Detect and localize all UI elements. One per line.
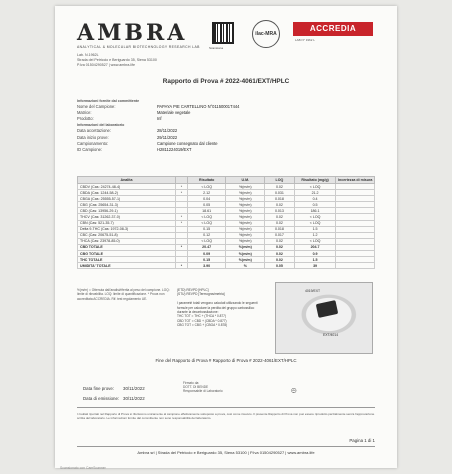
date-issue-label: Data di emissione: [83, 396, 120, 401]
table-cell: < LOQ [187, 214, 226, 220]
table-cell: 0.15 [187, 257, 226, 263]
table-cell: 0.5 [294, 202, 336, 208]
table-cell: 186.1 [294, 208, 336, 214]
lab-address: Strada del Petriccio e Beriguardo 35, Siena 53100 [77, 58, 157, 62]
end-of-report: Fine del Rapporto di Prova # Rapporto di Prova # 2022-4061/EXT/HPLC [155, 358, 297, 363]
table-cell: CBD TOTALE [78, 244, 176, 250]
info-value: 29/11/2022 [157, 134, 178, 140]
table-cell: 1.2 [294, 232, 336, 238]
table-cell: 0.013 [265, 208, 295, 214]
info-label: Campionamento: [77, 140, 109, 146]
info-label: Matrice: [77, 110, 92, 116]
table-row [78, 263, 375, 269]
table-cell: 0.02 [265, 202, 295, 208]
info-label: Data inizio prove: [77, 134, 109, 140]
client-info-heading: Informazioni fornite dal committente [77, 99, 140, 103]
table-cell: 18.61 [187, 208, 226, 214]
table-cell: 0.12 [187, 232, 226, 238]
table-cell: * [176, 214, 188, 220]
table-cell: 0.05 [187, 202, 226, 208]
qr-label: Scansiona [209, 46, 224, 50]
footer-divider [77, 407, 375, 408]
scanner-watermark: Scansionato con CamScanner [60, 466, 106, 470]
table-cell: 0.4 [294, 196, 336, 202]
date-issue-value: 30/11/2022 [123, 396, 145, 401]
table-cell: < LOQ [187, 238, 226, 244]
logo-subtitle: ANALYTICAL & MOLECULAR BIOTECHNOLOGY RESEARCH LAB [77, 45, 200, 49]
info-label: Prodotto: [77, 116, 94, 122]
table-cell: CBD (Cas: 13956-29-1) [78, 208, 176, 214]
info-label: Data accettazione: [77, 128, 111, 134]
signature-block: Firmato da: DOTT. DI BENDE Responsabile di Laboratorio [183, 381, 223, 394]
lab-info-heading: Informazioni del laboratorio [77, 123, 125, 128]
method-notes: (ETD) REVPD [HPLC] (STU) REVPD [Termogravimetria] I parametri totali vengono calcolati utilizzando le seguenti formule per calcolare la perdita del gruppo carbossilico durante la decarbossilazione: THC TOT = THC + (THCA * 0.877) CBD TOT = CBD + (CBDA * 0.877) CBG TOT = CBG + (CBGA * 0.878) [177, 288, 258, 328]
table-cell: CBDV (Cas: 24274-48-4) [78, 184, 176, 190]
table-cell: CBC (Cas: 20675-51-8) [78, 232, 176, 238]
table-cell: %(m/m) [226, 184, 265, 190]
table-cell: %(m/m) [226, 257, 265, 263]
table-cell: * [176, 220, 188, 226]
report-page [55, 6, 397, 468]
table-cell: %(m/m) [226, 220, 265, 226]
accredia-lab-number: LAB N° 1962 L [295, 38, 315, 42]
table-cell: 0.9 [294, 251, 336, 257]
table-cell: CBG TOTALE [78, 251, 176, 257]
table-cell: 1.5 [294, 257, 336, 263]
table-cell: CBGA (Cas: 25555-57-1) [78, 196, 176, 202]
table-cell: 0.15 [187, 226, 226, 232]
table-cell: 3.90 [187, 263, 226, 269]
qr-code-icon [212, 22, 234, 44]
units-notes: %(m/m) = Ottenuta dall'analisi/riferita al peso del campione. LOQ: limite di rilevabilita. LOQ: limite di quantificazione. * Prova non accreditata ACCREDIA. Rif. test regolamento UE. [77, 288, 170, 301]
table-cell: < LOQ [294, 184, 336, 190]
info-value: Inf [157, 116, 162, 122]
table-cell: %(m/m) [226, 232, 265, 238]
column-header: Analita [78, 177, 176, 184]
table-cell: CBDA (Cas: 1244-58-2) [78, 190, 176, 196]
column-header: Risultato [187, 177, 226, 184]
table-cell: %(m/m) [226, 226, 265, 232]
results-table [77, 176, 375, 269]
column-header: LOQ [265, 177, 295, 184]
table-cell: < LOQ [294, 220, 336, 226]
report-dates [83, 384, 145, 404]
table-cell: 0.018 [265, 226, 295, 232]
report-title: Rapporto di Prova # 2022-4061/EXT/HPLC [162, 78, 290, 85]
table-cell: 0.02 [265, 214, 295, 220]
table-cell: %(m/m) [226, 196, 265, 202]
info-label: ID Campione: [77, 146, 103, 152]
lab-vat: P.Iva 01504290527 | www.ambra.life [77, 63, 136, 67]
bottom-divider [77, 446, 375, 447]
date-end-value: 30/11/2022 [123, 386, 145, 391]
table-cell: CBN (Cas: 521-35-7) [78, 220, 176, 226]
column-header [176, 177, 188, 184]
table-cell: %(m/m) [226, 238, 265, 244]
table-cell: 20.47 [187, 244, 226, 250]
sample-photo [275, 282, 373, 354]
ilac-mra-logo: ilac-MRA [252, 20, 280, 48]
table-cell: 204.7 [294, 244, 336, 250]
info-label: Nome del Campione: [77, 104, 116, 110]
table-cell: 0.02 [265, 220, 295, 226]
table-cell: %(m/m) [226, 244, 265, 250]
table-cell: 0.02 [265, 244, 295, 250]
accredia-logo: ACCREDIA [293, 22, 373, 36]
table-cell: %(m/m) [226, 190, 265, 196]
table-cell: < LOQ [187, 184, 226, 190]
info-value: H2811224019/EXT [157, 146, 192, 152]
table-cell: < LOQ [294, 238, 336, 244]
table-cell: 0.018 [265, 196, 295, 202]
table-cell: 1.5 [294, 226, 336, 232]
table-cell: 2.12 [187, 190, 226, 196]
table-cell [336, 263, 375, 269]
footer-disclaimer: I risultati riportati nel Rapporto di Prova si riferiscono unicamente al campione effettivamente sottoposto a prova, così come ricevuto. Il presente Rapporto di Prova non può essere riprodotto parzialmente senza l'approvazione scritta del laboratorio. Le informazioni fornite dal committente non sono responsabilità del laboratorio. [77, 412, 375, 420]
client-info [77, 98, 239, 153]
table-cell: % [226, 263, 265, 269]
table-cell: 21.2 [294, 190, 336, 196]
table-cell: 0.017 [265, 232, 295, 238]
table-cell: 0.02 [265, 257, 295, 263]
table-cell: 0.05 [265, 263, 295, 269]
table-cell: THCV (Cas: 31262-37-0) [78, 214, 176, 220]
table-cell: THCA (Cas: 23978-85-0) [78, 238, 176, 244]
column-header: Risultato (mg/g) [294, 177, 336, 184]
table-cell: Delta 9-THC (Cas: 1972-08-3) [78, 226, 176, 232]
table-cell: < LOQ [187, 220, 226, 226]
table-cell: UMIDITA' TOTALE [78, 263, 176, 269]
info-value: Campione consegnato dal cliente [157, 140, 218, 146]
lab-number: Lab. N.1962L [77, 53, 99, 57]
table-cell: * [176, 184, 188, 190]
table-cell: %(m/m) [226, 202, 265, 208]
column-header: U.M. [226, 177, 265, 184]
photo-label-top: 4019/EXT [305, 289, 321, 293]
table-cell: * [176, 263, 188, 269]
table-cell: 0.09 [187, 251, 226, 257]
signature-stamp-icon: ⨸ [291, 388, 297, 395]
table-cell: * [176, 190, 188, 196]
info-value: PAPAYA PIE CARTELLINO N°01150001T444 [157, 104, 240, 110]
column-header: Incertezza di misura [336, 177, 375, 184]
company-footer: Ambra srl | Strada del Petriccio e Beriguardo 35, Siena 53100 | P.Iva 01504290527 | www.ambra.life [137, 450, 315, 455]
table-cell: 39 [294, 263, 336, 269]
page-number: Pagina 1 di 1 [349, 438, 375, 443]
info-row [77, 147, 239, 153]
table-cell: < LOQ [294, 214, 336, 220]
photo-label-bottom: EXT/4014 [323, 333, 339, 337]
table-cell: 0.02 [265, 184, 295, 190]
table-cell: %(m/m) [226, 208, 265, 214]
table-cell: 0.04 [187, 196, 226, 202]
table-cell: %(m/m) [226, 251, 265, 257]
ambra-logo: AMBRA [77, 20, 188, 46]
table-cell: CBG (Cas: 25654-31-3) [78, 202, 176, 208]
table-cell: 0.02 [265, 251, 295, 257]
table-cell: 0.031 [265, 190, 295, 196]
info-value: Materiale vegetale [157, 110, 191, 116]
table-cell: THC TOTALE [78, 257, 176, 263]
table-cell: * [176, 244, 188, 250]
date-end-label: Data fine prove: [83, 386, 114, 391]
table-cell: %(m/m) [226, 214, 265, 220]
info-value: 28/11/2022 [157, 128, 178, 134]
table-cell: 0.02 [265, 238, 295, 244]
